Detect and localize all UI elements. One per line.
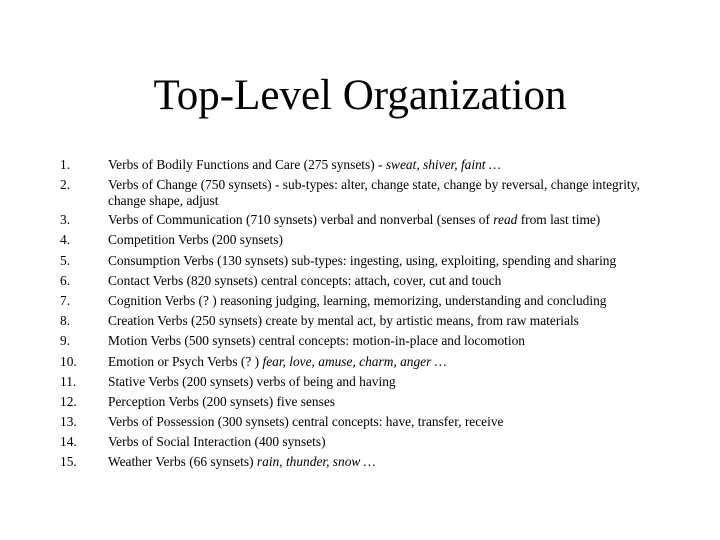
item-text: [108, 230, 660, 250]
list-item: [60, 352, 660, 372]
item-text: [108, 331, 660, 351]
item-text: [108, 210, 660, 230]
list-item: [60, 271, 660, 291]
item-text-main: Verbs of Bodily Functions and Care (275 synsets) -: [108, 157, 386, 172]
item-text-main: Verbs of Social Interaction (400 synsets): [108, 434, 326, 450]
list-item: [60, 175, 660, 210]
item-number: 10.: [60, 353, 77, 369]
item-number: 13.: [60, 414, 77, 430]
item-text-main: Emotion or Psych Verbs (? ): [108, 353, 263, 369]
slide-title: Top-Level Organization: [153, 72, 567, 119]
item-text-examples: fear, love, amuse, charm, anger …: [262, 353, 447, 369]
item-text: [108, 291, 660, 311]
item-text-main: Creation Verbs (250 synsets) create by mental act, by artistic means, from raw materials: [108, 313, 579, 329]
item-number: 4.: [60, 232, 71, 248]
list-item: [60, 291, 660, 311]
item-text-main: Competition Verbs (200 synsets): [108, 232, 283, 248]
item-text: [108, 155, 660, 175]
item-text-main: Weather Verbs (66 synsets): [108, 454, 257, 470]
item-number: 1.: [60, 157, 71, 172]
item-number: 3.: [60, 212, 71, 228]
item-text-examples: read: [493, 212, 518, 228]
item-text-main: Contact Verbs (820 synsets) central concepts: attach, cover, cut and touch: [108, 272, 502, 288]
item-text-main: Cognition Verbs (? ) reasoning judging, learning, memorizing, understanding and concluding: [108, 292, 607, 308]
list-item: [60, 331, 660, 351]
item-text-main: Verbs of Possession (300 synsets) central concepts: have, transfer, receive: [108, 414, 504, 430]
item-text-main: Verbs of Communication (710 synsets) verbal and nonverbal (senses of: [108, 212, 494, 228]
item-text-main: Stative Verbs (200 synsets) verbs of being and having: [108, 373, 396, 389]
item-number: 8.: [60, 313, 71, 329]
item-text: [108, 352, 660, 372]
list-item: [60, 311, 660, 331]
list-item: [60, 432, 660, 452]
item-text: [108, 311, 660, 331]
list-item: [60, 210, 660, 230]
item-text: [108, 392, 660, 412]
item-text: [108, 175, 660, 209]
item-text-examples: rain, thunder, snow …: [256, 454, 376, 470]
item-number: 5.: [60, 252, 71, 268]
list-item: [60, 372, 660, 392]
verb-category-list: [60, 155, 660, 473]
item-text-main: Motion Verbs (500 synsets) central concepts: motion-in-place and locomotion: [108, 333, 526, 349]
list-item: [60, 230, 660, 250]
item-number: 11.: [60, 373, 77, 389]
item-number: 2.: [60, 177, 71, 193]
list-item: [60, 251, 660, 271]
item-text: [108, 372, 660, 392]
list-item: [60, 392, 660, 412]
item-text-examples: sweat, shiver, faint …: [385, 157, 501, 172]
item-text: [108, 271, 660, 291]
item-text-main: Perception Verbs (200 synsets) five senses: [108, 393, 335, 409]
item-text: [108, 251, 660, 271]
item-number: 6.: [60, 272, 71, 288]
list-item: [60, 452, 660, 472]
item-number: 9.: [60, 333, 71, 349]
item-number: 14.: [60, 434, 77, 450]
item-text-main: Consumption Verbs (130 synsets) sub-types: ingesting, using, exploiting, spending and sharing: [108, 252, 617, 268]
item-text: [108, 412, 660, 432]
item-text-main: Verbs of Change (750 synsets) - sub-types: alter, change state, change by reversal, change integrity, change shape, adjust: [108, 177, 640, 209]
list-item: [60, 412, 660, 432]
list-item: [60, 155, 660, 175]
item-number: 15.: [60, 454, 77, 470]
item-number: 12.: [60, 393, 77, 409]
item-text-rest: from last time): [517, 212, 601, 228]
item-number: 7.: [60, 292, 71, 308]
item-text: [108, 432, 660, 452]
item-text: [108, 452, 660, 472]
